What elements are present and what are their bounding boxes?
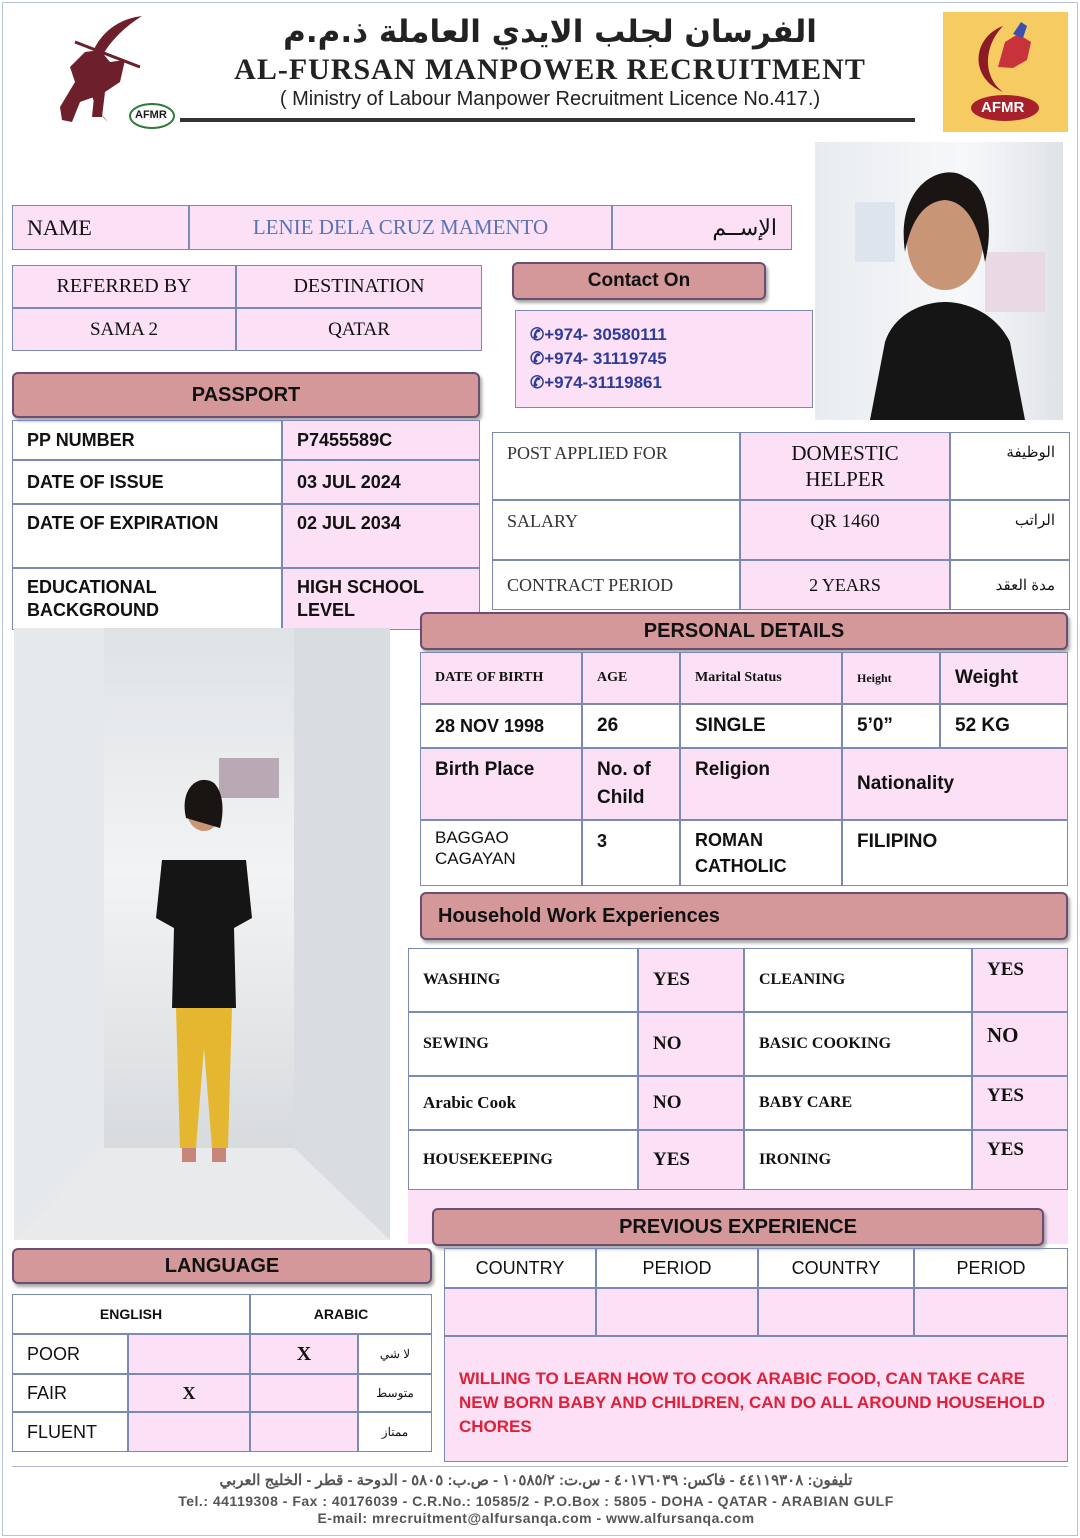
age-value: 26 bbox=[582, 704, 680, 748]
expiry-date-value: 02 JUL 2034 bbox=[282, 504, 480, 568]
salary-value: QR 1460 bbox=[740, 500, 950, 560]
header-underline bbox=[180, 118, 915, 122]
children-value: 3 bbox=[582, 820, 680, 886]
prev-period-header-2: PERIOD bbox=[914, 1248, 1068, 1288]
prev-cell-2 bbox=[596, 1288, 758, 1336]
lang-fair-arabic bbox=[250, 1374, 358, 1412]
afmr-logo bbox=[943, 12, 1068, 132]
weight-value: 52 KG bbox=[940, 704, 1068, 748]
age-header: AGE bbox=[582, 652, 680, 704]
company-name: AL-FURSAN MANPOWER RECRUITMENT bbox=[234, 53, 866, 86]
footer-email: E-mail: mrecruitment@alfursanqa.com - www.alfursanqa.com bbox=[317, 1510, 755, 1526]
lang-poor-arabic: X bbox=[250, 1334, 358, 1374]
company-logo bbox=[30, 12, 180, 134]
referred-by-label: REFERRED BY bbox=[12, 265, 236, 308]
height-header: Height bbox=[842, 652, 940, 704]
sewing-value: NO bbox=[638, 1012, 744, 1076]
prev-cell-3 bbox=[758, 1288, 914, 1336]
contract-period-value: 2 YEARS bbox=[740, 560, 950, 610]
washing-label: WASHING bbox=[408, 948, 638, 1012]
pp-number-label: PP NUMBER bbox=[12, 420, 282, 460]
baby-care-value: YES bbox=[972, 1076, 1068, 1130]
referred-by-value: SAMA 2 bbox=[12, 308, 236, 351]
licence-text: ( Ministry of Labour Manpower Recruitment Licence No.417.) bbox=[279, 88, 821, 110]
post-applied-label: POST APPLIED FOR bbox=[492, 432, 740, 500]
arabic-cook-value: NO bbox=[638, 1076, 744, 1130]
footer-contact: Tel.: 44119308 - Fax : 40176039 - C.R.No.: 10585/2 - P.O.Box : 5805 - DOHA - QATAR - ARABIAN GULF bbox=[178, 1493, 894, 1509]
nationality-header: Nationality bbox=[842, 748, 1068, 820]
education-label: EDUCATIONAL BACKGROUND bbox=[12, 568, 282, 630]
contact-box bbox=[515, 310, 813, 408]
prev-cell-4 bbox=[914, 1288, 1068, 1336]
religion-value: ROMAN CATHOLIC bbox=[680, 820, 842, 886]
afmr-badge-text: AFMR bbox=[981, 99, 1025, 116]
ironing-label: IRONING bbox=[744, 1130, 972, 1190]
religion-header: Religion bbox=[680, 748, 842, 820]
portrait-photo bbox=[815, 142, 1063, 420]
full-body-photo bbox=[14, 628, 390, 1240]
expiry-date-label: DATE OF EXPIRATION bbox=[12, 504, 282, 568]
lang-poor-label: POOR bbox=[12, 1334, 128, 1374]
lang-fair-english: X bbox=[128, 1374, 250, 1412]
lang-fluent-arabic-label: ممتاز bbox=[358, 1412, 432, 1452]
post-applied-value: DOMESTIC HELPER bbox=[740, 432, 950, 500]
lang-fluent-arabic bbox=[250, 1412, 358, 1452]
destination-value: QATAR bbox=[236, 308, 482, 351]
lang-poor-english bbox=[128, 1334, 250, 1374]
lang-poor-arabic-label: لا شي bbox=[358, 1334, 432, 1374]
name-label: NAME bbox=[12, 205, 189, 250]
previous-experience-header: PREVIOUS EXPERIENCE bbox=[432, 1208, 1044, 1246]
remarks-box bbox=[444, 1336, 1068, 1462]
footer-arabic: تليفون: ٤٤١١٩٣٠٨ - فاكس: ٤٠١٧٦٠٣٩ - س.ت: ١٠٥٨٥/٢ - ص.ب: ٥٨٠٥ - الدوحة - قطر - الخليج العربي bbox=[219, 1472, 853, 1489]
logo-badge-text: AFMR bbox=[135, 109, 167, 121]
household-header: Household Work Experiences bbox=[420, 892, 1068, 940]
ironing-value: YES bbox=[972, 1130, 1068, 1190]
education-value: HIGH SCHOOL LEVEL bbox=[282, 568, 480, 630]
washing-value: YES bbox=[638, 948, 744, 1012]
housekeeping-value: YES bbox=[638, 1130, 744, 1190]
phone-1: ✆+974- 30580111 bbox=[530, 325, 667, 344]
name-value: LENIE DELA CRUZ MAMENTO bbox=[189, 205, 612, 250]
housekeeping-label: HOUSEKEEPING bbox=[408, 1130, 638, 1190]
lang-fair-arabic-label: متوسط bbox=[358, 1374, 432, 1412]
post-applied-arabic: الوظيفة bbox=[950, 432, 1070, 500]
phone-2: ✆+974- 31119745 bbox=[530, 349, 667, 368]
children-header: No. of Child bbox=[582, 748, 680, 820]
dob-header: DATE OF BIRTH bbox=[420, 652, 582, 704]
lang-arabic-header: ARABIC bbox=[250, 1294, 432, 1334]
phone-3: ✆+974-31119861 bbox=[530, 373, 662, 392]
passport-header: PASSPORT bbox=[12, 372, 480, 418]
marital-value: SINGLE bbox=[680, 704, 842, 748]
marital-header: Marital Status bbox=[680, 652, 842, 704]
issue-date-value: 03 JUL 2024 bbox=[282, 460, 480, 504]
cleaning-label: CLEANING bbox=[744, 948, 972, 1012]
lang-fair-label: FAIR bbox=[12, 1374, 128, 1412]
dob-value: 28 NOV 1998 bbox=[420, 704, 582, 748]
prev-country-header-1: COUNTRY bbox=[444, 1248, 596, 1288]
sewing-label: SEWING bbox=[408, 1012, 638, 1076]
prev-cell-1 bbox=[444, 1288, 596, 1336]
weight-header: Weight bbox=[940, 652, 1068, 704]
lang-fluent-english bbox=[128, 1412, 250, 1452]
footer-divider bbox=[12, 1466, 1068, 1467]
language-header: LANGUAGE bbox=[12, 1248, 432, 1284]
lang-english-header: ENGLISH bbox=[12, 1294, 250, 1334]
contract-period-arabic: مدة العقد bbox=[950, 560, 1070, 610]
birthplace-value: BAGGAO CAGAYAN bbox=[420, 820, 582, 886]
baby-care-label: BABY CARE bbox=[744, 1076, 972, 1130]
nationality-value: FILIPINO bbox=[842, 820, 1068, 886]
salary-arabic: الراتب bbox=[950, 500, 1070, 560]
basic-cooking-label: BASIC COOKING bbox=[744, 1012, 972, 1076]
height-value: 5’0” bbox=[842, 704, 940, 748]
destination-label: DESTINATION bbox=[236, 265, 482, 308]
pp-number-value: P7455589C bbox=[282, 420, 480, 460]
basic-cooking-value: NO bbox=[972, 1012, 1068, 1076]
name-arabic-label: الإســم bbox=[612, 205, 792, 250]
prev-period-header-1: PERIOD bbox=[596, 1248, 758, 1288]
lang-fluent-label: FLUENT bbox=[12, 1412, 128, 1452]
prev-country-header-2: COUNTRY bbox=[758, 1248, 914, 1288]
company-arabic-name: الفرسان لجلب الايدي العاملة ذ.م.م bbox=[283, 14, 817, 50]
personal-details-header: PERSONAL DETAILS bbox=[420, 612, 1068, 650]
cleaning-value: YES bbox=[972, 948, 1068, 1012]
issue-date-label: DATE OF ISSUE bbox=[12, 460, 282, 504]
contact-header: Contact On bbox=[512, 262, 766, 300]
salary-label: SALARY bbox=[492, 500, 740, 560]
arabic-cook-label: Arabic Cook bbox=[408, 1076, 638, 1130]
contract-period-label: CONTRACT PERIOD bbox=[492, 560, 740, 610]
birthplace-header: Birth Place bbox=[420, 748, 582, 820]
remarks-text: WILLING TO LEARN HOW TO COOK ARABIC FOOD, CAN TAKE CARE NEW BORN BABY AND CHILDREN, CAN DO ALL AROUND HOUSEHOLD CHORES bbox=[459, 1369, 1045, 1436]
